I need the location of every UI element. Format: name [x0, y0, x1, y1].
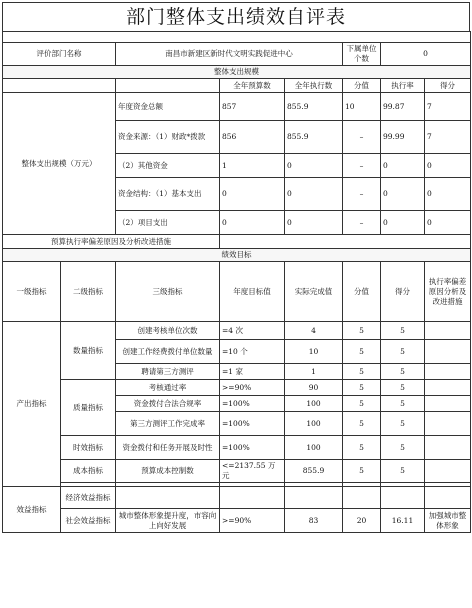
- indicator-row: 时效指标 资金拨付和任务开展及时性 =100% 100 5 5: [3, 436, 471, 460]
- scale-row: 资金结构：（1）基本支出 0 0 – 0 0: [3, 178, 471, 211]
- scale-section-row: [3, 66, 471, 79]
- col-exec: 全年执行数: [285, 79, 343, 93]
- indicator-row: 创建工作经费拨付单位数量 =10 个 10 5 5: [3, 340, 471, 364]
- spacer-row: [3, 32, 471, 43]
- economic-indicator-label: 经济效益指标: [61, 487, 116, 509]
- benefit-indicator-label: 效益指标: [3, 487, 61, 533]
- sub-unit-label: 下属单位个数: [343, 43, 381, 66]
- col-rate: 执行率: [381, 79, 425, 93]
- indicator-row: 社会效益指标 城市整体形象提升度，市容向上向好发展 >=90% 83 20 16.11 加强城市整体形象: [3, 509, 471, 533]
- perf-header-row: 一级指标 二级指标 三级指标 年度目标值 实际完成值 分值 得分 执行率偏差原因分析及改进措施: [3, 262, 471, 322]
- indicator-row: 成本指标 预算成本控制数 <=2137.55 万元 855.9 5 5: [3, 460, 471, 483]
- quantity-indicator-label: 数量指标: [61, 322, 116, 380]
- sub-unit-value: 0: [381, 43, 471, 66]
- col-points: 得分: [425, 79, 471, 93]
- col-budget: 全年预算数: [220, 79, 285, 93]
- scale-row: （2）其他资金 1 0 – 0 0: [3, 154, 471, 178]
- scale-section-title: 整体支出规模: [3, 66, 471, 79]
- scale-row: 整体支出规模（万元） 年度资金总额 857 855.9 10 99.87 7: [3, 93, 471, 121]
- indicator-row: [3, 487, 471, 509]
- page-title: 部门整体支出绩效自评表: [2, 2, 470, 31]
- indicator-row: 第三方测评工作完成率 =100% 100 5 5: [3, 412, 471, 436]
- cost-indicator-label: 成本指标: [61, 460, 116, 483]
- evaluation-sheet: [2, 2, 470, 533]
- social-indicator-label: 社会效益指标: [61, 509, 116, 533]
- indicator-row: 产出指标 数量指标 创建考核单位次数 =4 次 4 5 5: [3, 322, 471, 340]
- deviation-label: 预算执行率偏差原因及分析改进措施: [3, 235, 220, 249]
- indicator-row: 质量指标 考核通过率 >=90% 90 5 5: [3, 380, 471, 396]
- quality-indicator-label: 质量指标: [61, 380, 116, 436]
- scale-row: 资金来源：（1）财政*拨款 856 855.9 – 99.99 7: [3, 121, 471, 154]
- dept-value: 南昌市新建区新时代文明实践促进中心: [116, 43, 343, 66]
- evaluation-table: [2, 31, 471, 533]
- deviation-row: [3, 235, 471, 249]
- perf-section-row: [3, 249, 471, 262]
- indicator-row: 聘请第三方测评 =1 家 1 5 5: [3, 364, 471, 380]
- dept-label: 评价部门名称: [3, 43, 116, 66]
- col-score: 分值: [343, 79, 381, 93]
- perf-section-title: 绩效目标: [3, 249, 471, 262]
- scale-header-row: [3, 79, 471, 93]
- dept-row: [3, 43, 471, 66]
- output-indicator-label: 产出指标: [3, 322, 61, 487]
- timeliness-indicator-label: 时效指标: [61, 436, 116, 460]
- scale-row: （2）项目支出 0 0 – 0 0: [3, 211, 471, 235]
- indicator-row: 资金拨付合法合规率 =100% 100 5 5: [3, 396, 471, 412]
- scale-row-label: 整体支出规模（万元）: [3, 93, 116, 235]
